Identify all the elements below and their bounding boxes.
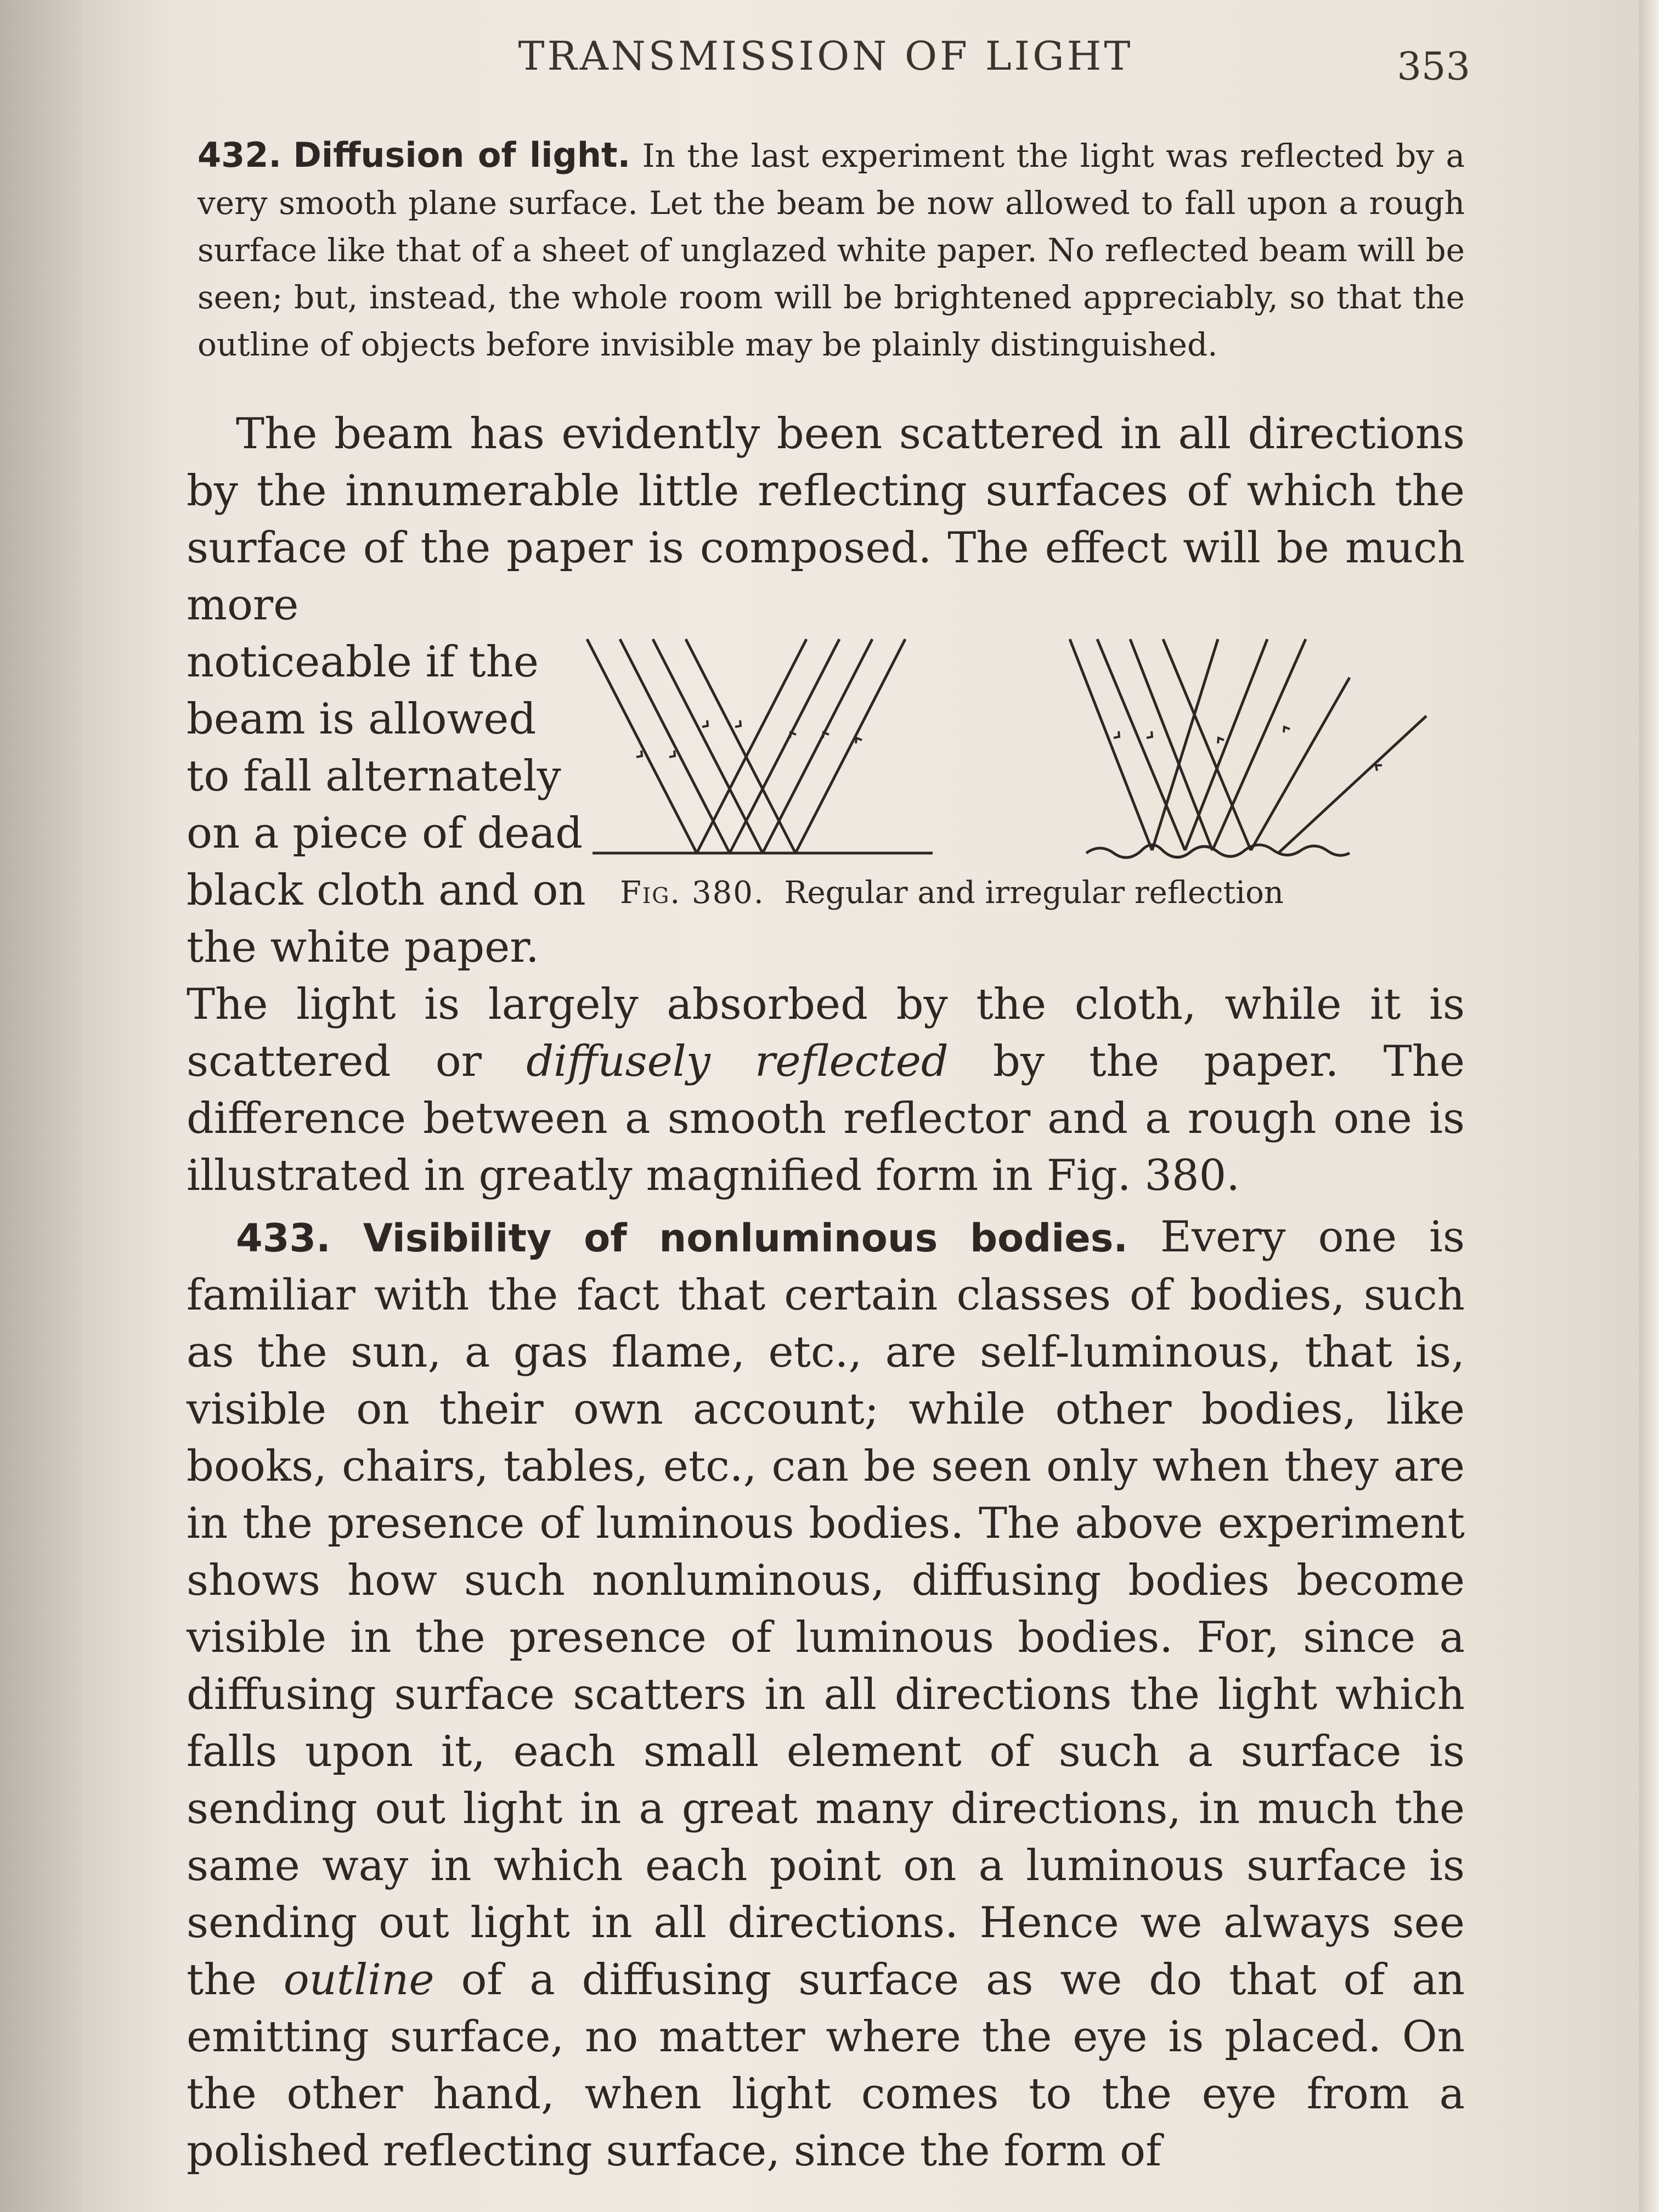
scattered-ray <box>1278 716 1426 853</box>
arrow-head <box>702 720 708 727</box>
reflected-ray <box>795 639 905 853</box>
italic-term: outline <box>283 1955 435 2005</box>
arrow-head <box>636 751 642 757</box>
wrapped-line: noticeable if the <box>187 637 539 687</box>
page-edge <box>1639 0 1659 2212</box>
running-head: TRANSMISSION OF LIGHT <box>518 33 1133 79</box>
italic-term: diffusely reflected <box>526 1037 949 1086</box>
section-body: Every one is familiar with the fact that certain classes of bodies, such as the sun, a gas flame, etc., are self-luminous, that is, visible on their own account; while other bodies, like books, chairs, tables, etc., can be seen only when they are in the presence of luminous bodies. The above experiment shows how such nonluminous, diffusing bodies become visible in the presence of luminous bodies. For, since a diffusing surface scatters in all directions the light which falls upon it, each small element of such a surface is sending out light in a great many directions, in much the same way in which each point on a luminous surface is sending out light in all directions. Hence we always see the <box>187 1212 1465 2005</box>
reflection-diagram <box>571 634 1465 875</box>
scattered-ray <box>1251 678 1350 850</box>
page-text <box>187 27 1470 2180</box>
arrow-head <box>790 732 796 738</box>
arrow-head <box>1284 727 1290 732</box>
arrow-head <box>735 720 741 727</box>
figure-label: Fig. 380. <box>620 875 765 911</box>
incident-ray <box>587 639 697 853</box>
arrow-head <box>1114 731 1119 738</box>
paragraph-continuation <box>187 976 1465 1204</box>
section-432 <box>187 132 1465 368</box>
page-number: 353 <box>1397 44 1470 89</box>
reflected-ray <box>730 639 839 853</box>
section-number: 433. <box>236 1216 331 1261</box>
arrow-head <box>669 751 675 757</box>
section-title: Diffusion of light. <box>293 135 631 175</box>
wrapped-line: on a piece of dead <box>187 809 583 858</box>
section-title: Visibility of nonluminous bodies. <box>363 1216 1128 1261</box>
continuation-text: by the paper. The difference between a smooth reflector and a rough one is illustrated in greatly magnified form in Fig. 380. <box>187 1037 1465 1200</box>
arrow-head <box>856 738 862 743</box>
arrow-head <box>1147 731 1152 738</box>
wrapped-line: the white paper. <box>187 923 539 972</box>
arrow-head <box>1218 738 1224 743</box>
reflected-ray <box>763 639 872 853</box>
wrapped-line: black cloth and on <box>187 866 586 915</box>
continuation-text: The light is largely absorbed by the cloth, while it is scattered or <box>187 980 1465 1086</box>
section-433 <box>187 1209 1465 2180</box>
section-number: 432. <box>198 135 281 175</box>
irregular-reflection <box>1070 639 1426 857</box>
book-gutter <box>0 0 82 2212</box>
rough-surface <box>1086 845 1350 857</box>
paragraph-diffusion: The beam has evidently been scattered in all directions by the innumerable little reflecting surfaces of which the surface of the paper is composed. The effect will be much more <box>187 409 1465 630</box>
wrapped-line: beam is allowed <box>187 695 537 744</box>
figure-380 <box>571 634 1465 919</box>
reflected-ray <box>697 639 806 853</box>
section-body: In the last experiment the light was reflected by a very smooth plane surface. Let the beam be now allowed to fall upon a rough surface like that of a sheet of unglazed white paper. No reflected beam will be seen; but, instead, the whole room will be brightened appreciably, so that the outline of objects before invisible may be plainly distinguished. <box>198 137 1465 363</box>
regular-reflection <box>587 639 933 853</box>
wrapped-line: to fall alternately <box>187 752 561 801</box>
figure-wrap <box>187 634 1465 976</box>
section-body: of a diffusing surface as we do that of an emitting surface, no matter where the eye is placed. On the other hand, when light comes to the eye from a polished reflecting surface, since the form of <box>187 1955 1465 2176</box>
wrapped-text <box>187 634 586 976</box>
figure-caption-text: Regular and irregular reflection <box>784 875 1284 911</box>
page-header <box>187 27 1470 93</box>
figure-caption <box>620 875 1443 911</box>
arrow-head <box>823 732 829 738</box>
arrow-head <box>1376 765 1382 771</box>
